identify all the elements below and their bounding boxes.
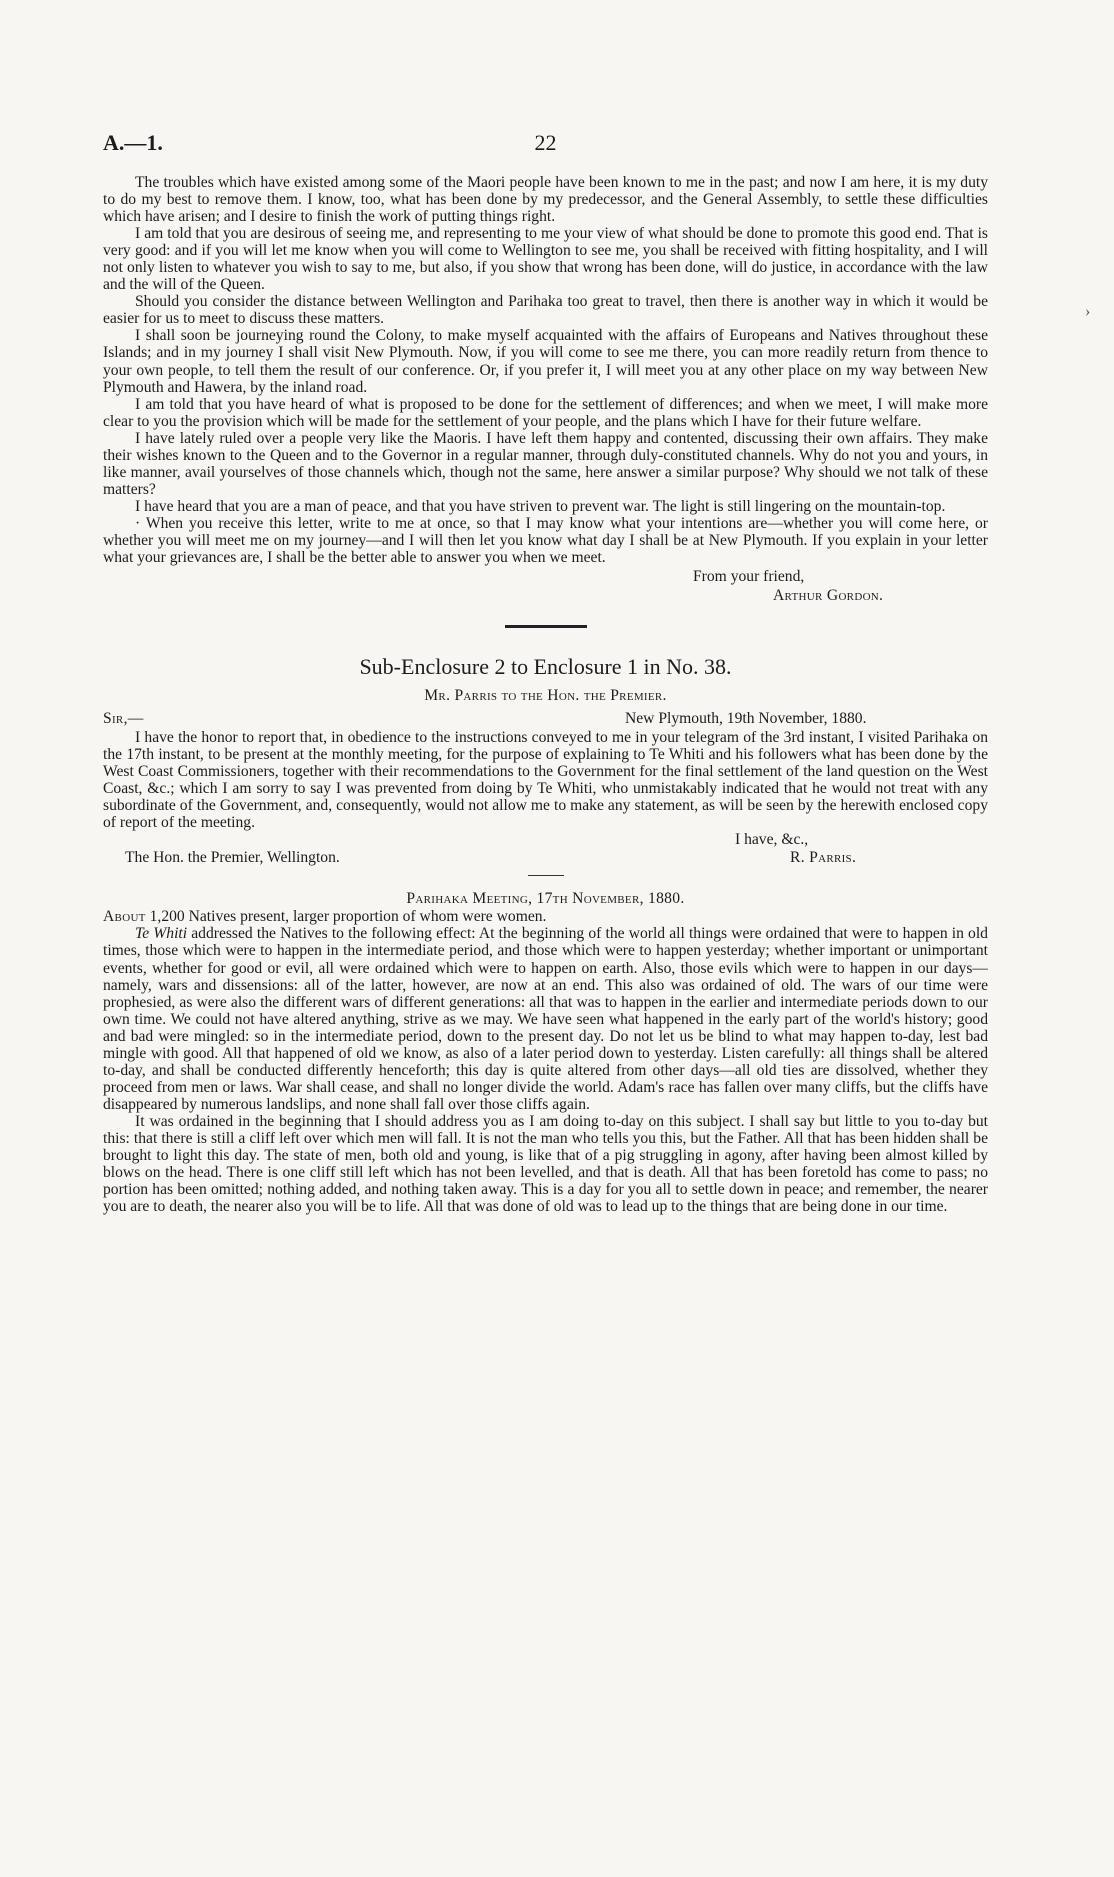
speaker-name: Te Whiti: [135, 925, 188, 943]
sub-enclosure-heading: Sub-Enclosure 2 to Enclosure 1 in No. 38.: [359, 654, 732, 680]
page-header: [103, 130, 988, 174]
page-number: 22: [534, 130, 557, 155]
meeting-heading: Parihaka Meeting, 17th November, 1880.: [406, 890, 685, 908]
letter-paragraph-8: · When you receive this letter, write to me at once, so that I may know what your intentions are—whether you will come here, or whether you will meet me on my journey—and I will then let you know what day I shall be at New Plymouth. If you explain in your letter what your grievances are, I shall be the better able to answer you when we meet.: [103, 514, 988, 567]
minor-divider: [528, 875, 564, 876]
letter-body: [103, 174, 988, 566]
letter-closing: From your friend,: [693, 568, 805, 586]
salutation-line: [103, 710, 988, 729]
letter-paragraph-3: Should you consider the distance between Wellington and Parihaka too great to travel, then there is another way in which it would be easier for us to meet to discuss these matters.: [103, 293, 988, 328]
margin-mark: ›: [1085, 303, 1091, 320]
salutation: Sir,—: [103, 710, 144, 728]
letter-signature-block: [103, 567, 988, 605]
meeting-paragraph-2: It was ordained in the beginning that I should address you as I am doing to-day on this subject. I shall say but little to you to-day but this: that there is still a cliff left over which men will fall. It is not the man who tells you this, but the Father. All that has been hidden shall be brought to light this day. The state of men, both old and young, is like that of a pig struggling in agony, after having been almost killed by blows on the head. There is one cliff still left which has not been levelled, and that is death. All that has been foretold has come to pass; no portion has been omitted; nothing added, and nothing taken away. This is a day for you all to settle down in peace; and remember, the nearer you are to death, the nearer also you will be to life. All that was done of old was to lead up to the things that are being done in our time.: [103, 1112, 988, 1216]
document-page: [103, 130, 988, 1215]
section-divider: [505, 625, 587, 628]
report-sign-off: I have, &c.,: [735, 831, 809, 849]
letter-paragraph-2: I am told that you are desirous of seeing me, and representing to me your view of what should be done to promote this good end. That is very good: and if you will let me know when you will come to Wellington to see me, you shall be received with fitting hospitality, and I will not only listen to whatever you wish to say to me, but also, if you show that wrong has been done, will do justice, in accordance with the law and the will of the Queen.: [103, 225, 988, 294]
meeting-paragraph-1: [103, 925, 988, 1113]
meeting-intro-lead: About: [103, 908, 146, 926]
letter-paragraph-5: I am told that you have heard of what is proposed to be done for the settlement of differences; and when we meet, I will make more clear to you the provision which will be made for the settlement of your people, and the plans which I have for their future welfare.: [103, 395, 988, 430]
meeting-intro: [103, 908, 988, 925]
report-addressee: The Hon. the Premier, Wellington.: [125, 849, 340, 867]
report-signature: R. Parris.: [790, 849, 857, 867]
sub-enclosure-parties: Mr. Parris to the Hon. the Premier.: [424, 687, 667, 705]
letter-paragraph-1: The troubles which have existed among some of the Maori people have been known to me in the past; and now I am here, it is my duty to do my best to remove them. I know, too, what has been done by my predecessor, and the General Assembly, to settle these difficulties which have arisen; and I desire to finish the work of putting things right.: [103, 174, 988, 226]
letter-paragraph-7: I have heard that you are a man of peace, and that you have striven to prevent war. The light is still lingering on the mountain-top.: [135, 497, 946, 515]
meeting-intro-rest: 1,200 Natives present, larger proportion of whom were women.: [145, 908, 547, 926]
report-body: I have the honor to report that, in obedience to the instructions conveyed to me in your telegram of the 3rd instant, I visited Parihaka on the 17th instant, to be present at the monthly meeting, for the purpose of explaining to Te Whiti and his followers what has been done by the West Coast Commissioners, together with their recommendations to the Government for the final settlement of the land question on the West Coast, &c.; which I am sorry to say I was prevented from doing by Te Whiti, who unmistakably indicated that he would not treat with any subordinate of the Government, and, consequently, would not allow me to make any statement, as will be seen by the herewith enclosed copy of report of the meeting.: [103, 729, 988, 832]
document-reference: A.—1.: [103, 130, 163, 155]
place-date: New Plymouth, 19th November, 1880.: [625, 710, 867, 728]
meeting-paragraph-1-text: addressed the Natives to the following effect: At the beginning of the world all things were ordained that were to happen in old times, those which were to happen in the intermediate period, and those which were to happen yesterday; whether important or unimportant events, whether for good or evil, all were ordained which were to happen on earth. Also, those evils which were to happen in our days—namely, wars and dissensions: all of the latter, however, are now at an end. This also was ordained of old. The wars of our time were prophesied, as were also the different wars of different generations: all that was to happen in the earlier and intermediate periods down to our own time. We could not have altered anything, strive as we may. We have seen what happened in the early part of the world's history; good and bad were mingled: so in the intermediate period, down to the present day. Do not let us be blind to what may happen to-day, lest bad mingle with good. All that happened of old we know, as also of a later period down to yesterday. Listen carefully: all things shall be altered to-day, and shall be conducted differently henceforth; this day is quite altered from other days—all old ties are dissolved, whether they proceed from men or laws. War shall cease, and shall no longer divide the world. Adam's race has fallen over many cliffs, but the cliffs have disappeared by numerous landslips, and none shall fall over those cliffs again.: [103, 925, 988, 1113]
letter-paragraph-6: I have lately ruled over a people very like the Maoris. I have left them happy and contented, discussing their own affairs. They make their wishes known to the Queen and to the Governor in a regular manner, through duly-constituted channels. Why do not you and yours, in like manner, avail yourselves of those channels which, though not the same, here answer a similar purpose? Why should we not talk of these matters?: [103, 429, 988, 498]
report-addressee-line: [103, 849, 988, 867]
report-closing-line: [103, 831, 988, 849]
letter-paragraph-4: I shall soon be journeying round the Colony, to make myself acquainted with the affairs of Europeans and Natives throughout these Islands; and in my journey I shall visit New Plymouth. Now, if you will come to see me there, you can more readily return from thence to your own people, to tell them the result of our conference. Or, if you prefer it, I will meet you at any other place on my way between New Plymouth and Hawera, by the inland road.: [103, 327, 988, 396]
letter-signature: Arthur Gordon.: [773, 587, 884, 605]
